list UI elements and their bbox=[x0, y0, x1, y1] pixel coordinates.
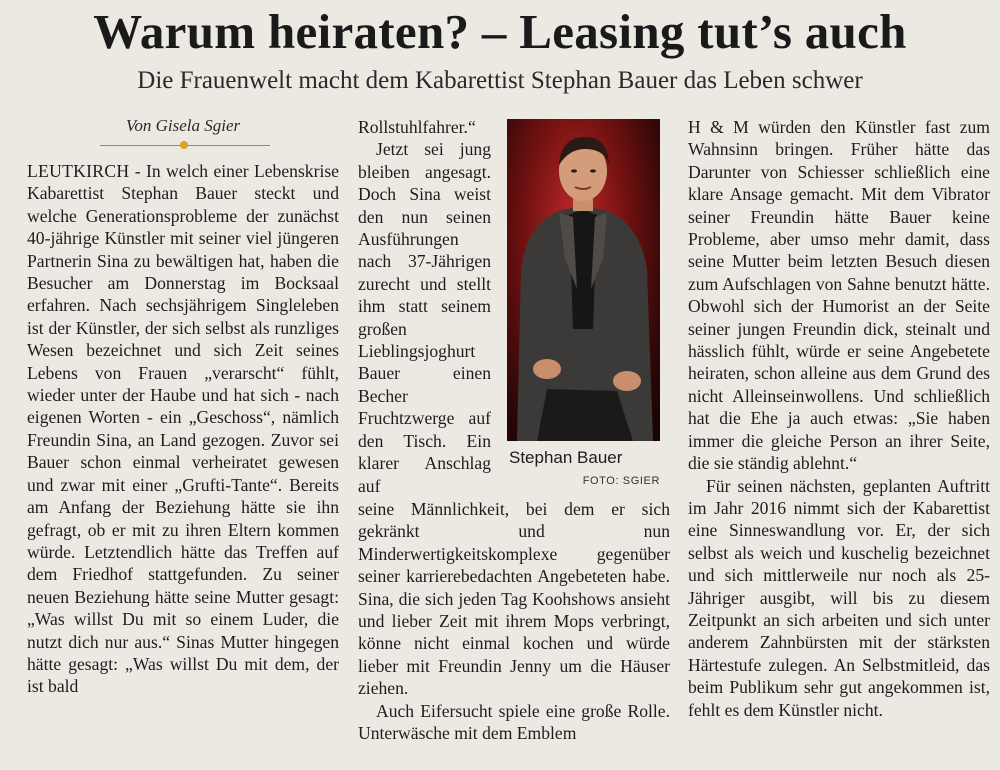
article-paragraph: Für seinen nächsten, geplanten Auftritt im Jahr 2016 nimmt sich der Kabarettist eine Sinneswandlung vor. Er, der sich selbst als weich und kuschelig bezeichnet und sich mittlerweile nur noch als 25-Jähriger ausgibt, will bis zu diesem Zeitpunkt an sich arbeiten und sich unter anderem Zahnbürsten mit der stärksten Härtestufe zulegen. An Selbstmitleid, das beim Publikum sehr gut angekommen ist, fehlt es dem Künstler nicht. bbox=[688, 475, 990, 720]
byline: Von Gisela Sgier bbox=[125, 116, 241, 135]
photo-caption: Stephan Bauer bbox=[509, 448, 623, 467]
headline: Warum heiraten? – Leasing tut’s auch bbox=[93, 4, 907, 59]
article-paragraph: Jetzt sei jung bleiben angesagt. Doch Sina weist den nun seinen Ausführungen nach 37-Jährigen zurecht und stellt ihm statt seinem großen Lieblingsjoghurt Bauer einen Becher Fruchtzwerge auf den Tisch. Ein klarer Anschlag auf bbox=[358, 139, 491, 496]
portrait-illustration bbox=[507, 119, 660, 441]
dateline: LEUTKIRCH bbox=[27, 161, 130, 181]
portrait-photo bbox=[507, 119, 660, 441]
article-column-1 bbox=[27, 160, 339, 698]
article-paragraph: Rollstuhlfahrer.“ bbox=[358, 117, 476, 137]
article-paragraph bbox=[27, 160, 339, 698]
column-1-text: - In welch einer Lebenskrise Kabarettist Stephan Bauer steckt und welche Generationsprobleme der zunächst 40-jährige Künstler mit seiner viel jüngeren Partnerin Sina zu bewältigen hat, haben die Besucher am Donnerstag im Bocksaal erfahren. Nach sechsjährigem Singleleben ist der Künstler, der sich selbst als runzliges Wesen bezeichnet und sich Zeit seines Lebens von Frauen „verarscht“ fühlt, wieder unter der Haube und hat sich - nach eigenen Worten - ein „Geschoss“, nämlich Freundin Sina, an Land gezogen. Zuvor sei Bauer schon einmal verheiratet gewesen und zwar mit einer „Grufti-Tante“. Bereits am Anfang der Beziehung hätte sie ihn gefragt, ob er mit zu ihren Eltern kommen würde. Letztendlich hätte das Treffen auf dem Friedhof stattgefunden. Zu seiner neuen Beziehung hätte seine Mutter gesagt: „Was willst Du mit so einem Luder, die nutzt dich nur aus.“ Sinas Mutter hingegen hätte gesagt: „Was willst Du mit dem, der ist bald bbox=[27, 161, 339, 697]
article-paragraph: H & M würden den Künstler fast zum Wahnsinn bringen. Früher hätte das Darunter von Schiesser schließlich eine klare Ansage gemacht. Mit dem Vibrator seiner Freundin hätte Bauer keine Probleme, aber umso mehr damit, dass seine Mutter beim letzten Besuch diesen zum Aufschlagen von Sahne benutzt hätte. Obwohl sich der Humorist an der Seite seiner jungen Freundin dick, steinalt und hässlich fühlt, würde er seine Angebetete heiraten, schon alleine aus dem Grund des nicht Alleinseinwollens. Und schließlich hat die Ehe ja auch etwas: „Sie haben immer die gleiche Person an ihrer Seite, die sie ständig ablehnt.“ bbox=[688, 117, 990, 474]
article-paragraph: seine Männlichkeit, bei dem er sich gekränkt und nun Minderwertigkeitskomplexe gegenüber seiner karrierebedachten Angebeteten habe. Sina, die sich jeden Tag Koohshows ansieht und lieber Zeit mit ihrem Mops verbringt, könne nicht einmal kochen und würde lieber mit Freundin Jenny um die Häuser ziehen. bbox=[358, 499, 670, 699]
subheadline: Die Frauenwelt macht dem Kabarettist Stephan Bauer das Leben schwer bbox=[137, 67, 863, 94]
article-column-2-top bbox=[358, 116, 491, 497]
article-column-3 bbox=[688, 116, 990, 721]
photo-credit: FOTO: SGIER bbox=[582, 475, 660, 487]
article-paragraph: Auch Eifersucht spiele eine große Rolle. Unterwäsche mit dem Emblem bbox=[358, 700, 670, 744]
byline-dot-ornament bbox=[180, 141, 188, 149]
article-column-2-bottom bbox=[358, 498, 670, 744]
